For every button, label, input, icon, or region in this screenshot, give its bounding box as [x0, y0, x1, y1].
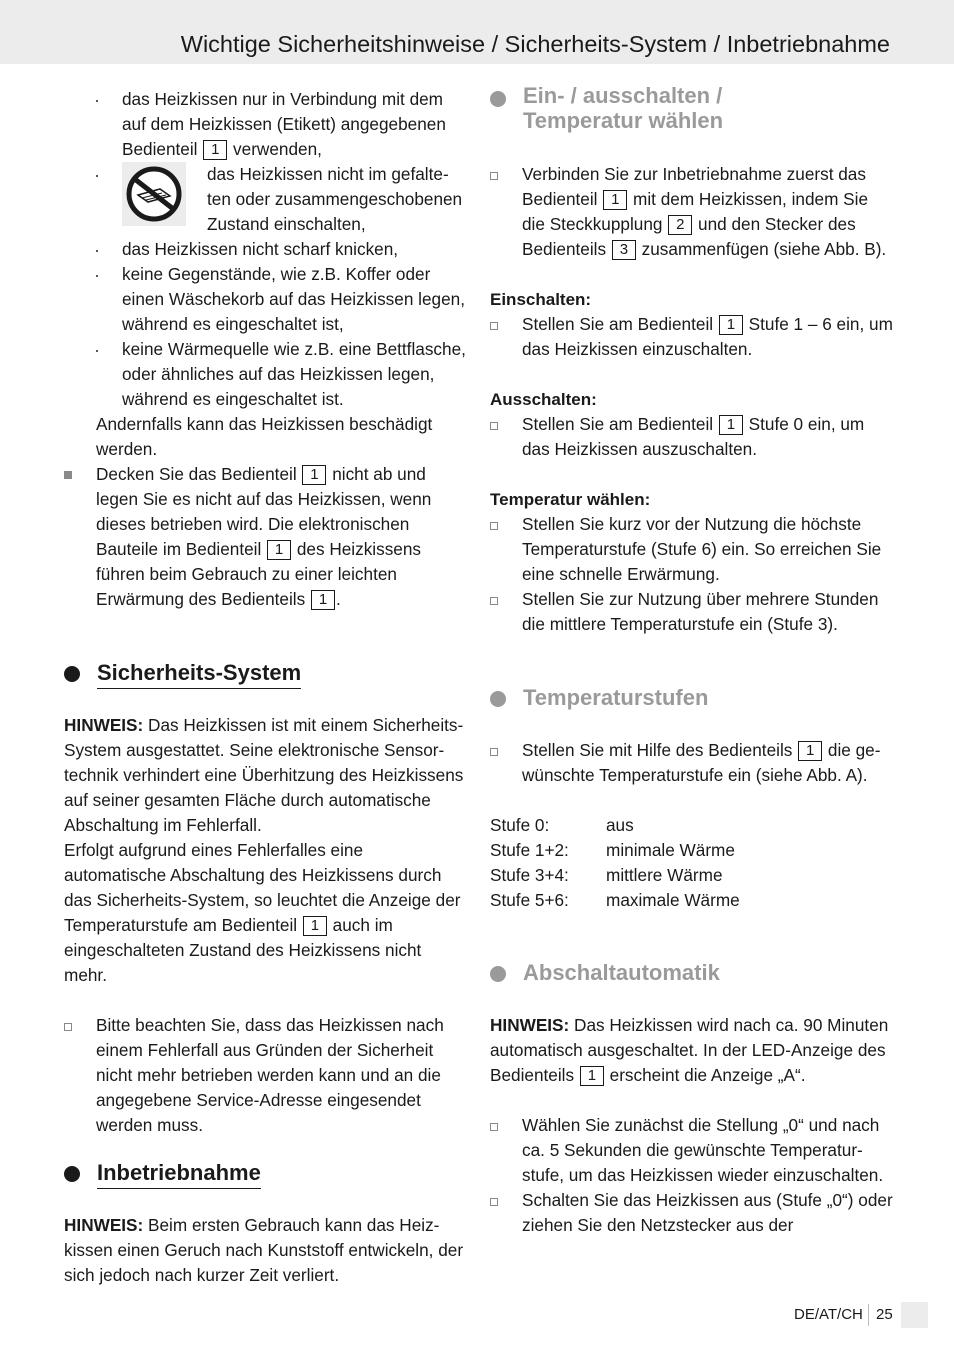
section-title: Inbetriebnahme: [97, 1158, 261, 1189]
list-item: [64, 162, 468, 237]
bullet-square: [490, 322, 498, 330]
section-title: Temperaturstufen: [523, 685, 709, 710]
note-label: HINWEIS:: [64, 715, 144, 735]
levels-table: [490, 813, 895, 913]
footer-tab: [901, 1302, 928, 1328]
table-row: Stufe 1+2: minimale Wärme: [490, 840, 735, 860]
bullet-square: [490, 1123, 498, 1131]
part-number-box: 2: [668, 215, 692, 235]
levels-body: [490, 738, 895, 913]
list-item: Stellen Sie mit Hilfe des Bedienteils 1 die ge-wünschte Temperaturstufe ein (siehe Abb. A).: [490, 738, 895, 788]
list-item: Schalten Sie das Heizkissen aus (Stufe „0“) oder ziehen Sie den Netzstecker aus der: [490, 1188, 895, 1238]
note-label: HINWEIS:: [490, 1015, 570, 1035]
page-number: 25: [876, 1306, 893, 1323]
section-title: Sicherheits-System: [97, 658, 301, 689]
list-item: Stellen Sie kurz vor der Nutzung die höchste Temperaturstufe (Stufe 6) ein. So erreichen Sie eine schnelle Erwärmung.: [490, 512, 895, 587]
section-bullet: [64, 1166, 80, 1182]
list-item: keine Gegenstände, wie z.B. Koffer oder einen Wäschekorb auf das Heizkissen legen, während es eingeschaltet ist,: [64, 262, 468, 337]
list-item-text: das Heizkissen nicht im gefalte-ten oder zusammengeschobenen Zustand einschalten,: [207, 164, 463, 234]
list-item: Stellen Sie am Bedienteil 1 Stufe 1 – 6 ein, um das Heizkissen einzuschalten.: [490, 312, 895, 362]
page-title: Wichtige Sicherheitshinweise / Sicherheits-System / Inbetriebnahme: [180, 31, 890, 57]
footer-language: DE/AT/CH: [794, 1306, 863, 1323]
bullet-square: [64, 471, 72, 479]
part-number-box: 1: [603, 190, 627, 210]
section-title: Abschaltautomatik: [523, 960, 720, 985]
subheading-off: Ausschalten:: [490, 390, 597, 409]
bullet-square: [490, 172, 498, 180]
dot-list: [64, 87, 468, 612]
part-number-box: 1: [203, 140, 227, 160]
part-number-box: 1: [719, 415, 743, 435]
section-bullet: [490, 691, 506, 707]
startup-body: [64, 1213, 468, 1288]
onoff-body: [490, 162, 895, 637]
safety-body: [64, 713, 468, 1138]
part-number-box: 1: [311, 590, 335, 610]
footer-divider: [868, 1304, 869, 1326]
bullet-dot: [96, 350, 98, 352]
list-item: Decken Sie das Bedienteil 1 nicht ab und legen Sie es nicht auf das Heizkissen, wenn dieses betrieben wird. Die elektronischen Bauteile im Bedienteil 1 des Heizkissens führen beim Gebrauch zu einer leichten Erwärmung des Bedienteils 1 .: [64, 462, 468, 612]
warning-text: Andernfalls kann das Heizkissen beschädigt werden.: [96, 414, 433, 459]
list-item: Stellen Sie am Bedienteil 1 Stufe 0 ein, um das Heizkissen auszuschalten.: [490, 412, 895, 462]
auto-body: [490, 1013, 895, 1238]
paragraph: HINWEIS: Beim ersten Gebrauch kann das Heiz-kissen einen Geruch nach Kunststoff entwickeln, der sich jedoch nach kurzer Zeit verliert.: [64, 1215, 464, 1285]
paragraph: Erfolgt aufgrund eines Fehlerfalles eine automatische Abschaltung des Heizkissens durch das Sicherheits-System, so leuchtet die Anzeige der Temperaturstufe am Bedienteil 1 auch im eingeschalteten Zustand des Heizkissens nicht mehr.: [64, 840, 461, 985]
bullet-square: [490, 522, 498, 530]
part-number-box: 1: [302, 465, 326, 485]
part-number-box: 1: [267, 540, 291, 560]
part-number-box: 1: [798, 741, 822, 761]
list-item: das Heizkissen nur in Verbindung mit dem auf dem Heizkissen (Etikett) angegebenen Bedienteil 1 verwenden,: [64, 87, 468, 162]
section-title: Ein- / ausschalten / Temperatur wählen: [523, 83, 724, 133]
table-row: Stufe 3+4: mittlere Wärme: [490, 865, 723, 885]
list-item: Stellen Sie zur Nutzung über mehrere Stunden die mittlere Temperaturstufe ein (Stufe 3).: [490, 587, 895, 637]
note-label: HINWEIS:: [64, 1215, 144, 1235]
table-row: Stufe 5+6: maximale Wärme: [490, 890, 740, 910]
table-row: Stufe 0: aus: [490, 815, 634, 835]
part-number-box: 1: [580, 1066, 604, 1086]
part-number-box: 1: [719, 315, 743, 335]
section-bullet: [64, 666, 80, 682]
bullet-square: [64, 1023, 72, 1031]
bullet-square: [490, 597, 498, 605]
bullet-square: [490, 422, 498, 430]
bullet-dot: [96, 175, 98, 177]
bullet-dot: [96, 275, 98, 277]
paragraph: HINWEIS: Das Heizkissen wird nach ca. 90 Minuten automatisch ausgeschaltet. In der LED-Anzeige des Bedienteils 1 erscheint die Anzeige „A“.: [490, 1015, 889, 1085]
list-item: das Heizkissen nicht scharf knicken,: [64, 237, 468, 262]
bullet-dot: [96, 100, 98, 102]
part-number-box: 3: [612, 240, 636, 260]
part-number-box: 1: [303, 916, 327, 936]
list-item: keine Wärmequelle wie z.B. eine Bettflasche, oder ähnliches auf das Heizkissen legen, während es eingeschaltet ist.: [64, 337, 468, 412]
section-bullet: [490, 91, 506, 107]
bullet-square: [490, 1198, 498, 1206]
subheading-temp: Temperatur wählen:: [490, 490, 651, 509]
list-item: Bitte beachten Sie, dass das Heizkissen nach einem Fehlerfall aus Gründen der Sicherheit nicht mehr betrieben werden kann und an die angegebene Service-Adresse eingesendet werden muss.: [64, 1013, 468, 1138]
no-folding-icon: [122, 162, 186, 226]
section-bullet: [490, 966, 506, 982]
bullet-dot: [96, 250, 98, 252]
bullet-square: [490, 748, 498, 756]
list-item: Verbinden Sie zur Inbetriebnahme zuerst das Bedienteil 1 mit dem Heizkissen, indem Sie die Steckkupplung 2 und den Stecker des Bedienteils 3 zusammenfügen (siehe Abb. B).: [490, 162, 895, 262]
subheading-on: Einschalten:: [490, 290, 592, 309]
list-item: Wählen Sie zunächst die Stellung „0“ und nach ca. 5 Sekunden die gewünschte Temperatur-stufe, um das Heizkissen wieder einzuschalten.: [490, 1113, 895, 1188]
paragraph: HINWEIS: Das Heizkissen ist mit einem Sicherheits-System ausgestattet. Seine elektronische Sensor-technik verhindert eine Überhitzung des Heizkissens auf seiner gesamten Fläche durch automatische Abschaltung im Fehlerfall.: [64, 715, 464, 835]
